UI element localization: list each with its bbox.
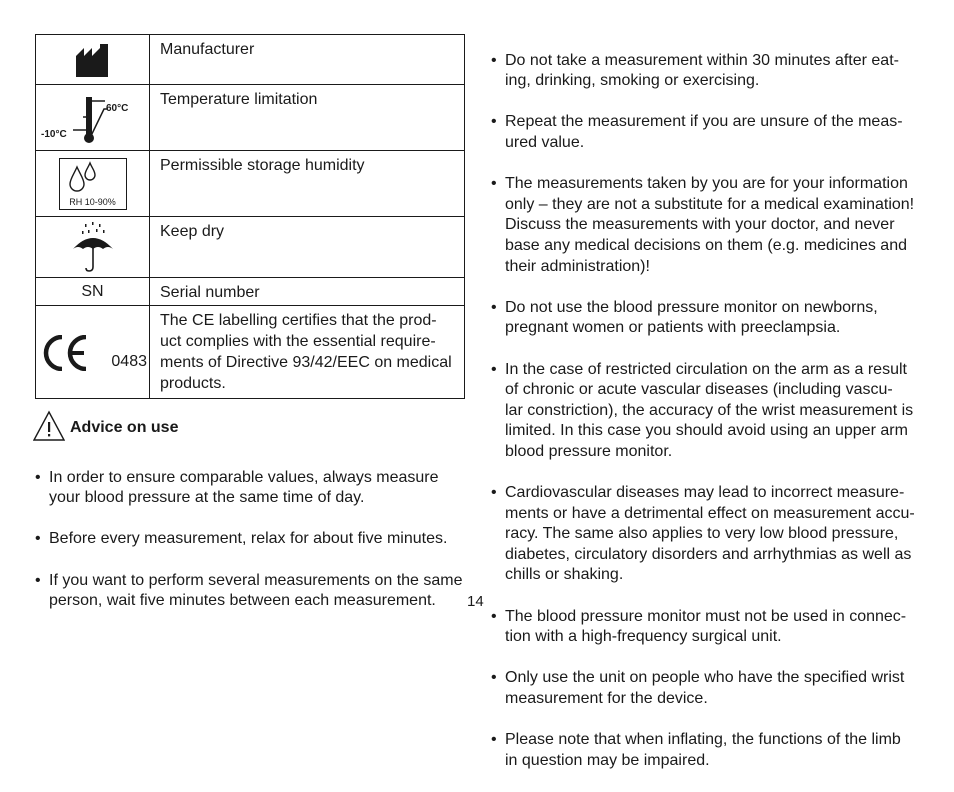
symbol-description: Temperature limitation <box>150 85 465 151</box>
symbol-cell <box>36 35 150 85</box>
list-item: • The blood pressure monitor must not be used in connec- tion with a high-frequency surgical unit. <box>491 607 923 648</box>
symbol-description: Manufacturer <box>150 35 465 85</box>
table-row <box>36 306 465 399</box>
symbol-description: Keep dry <box>150 217 465 278</box>
temperature-max-label: 60°C <box>106 102 129 114</box>
table-row <box>36 85 465 151</box>
symbol-description: Permissible storage humidity <box>150 151 465 217</box>
list-item: • Cardiovascular diseases may lead to incorrect measure- ments or have a detrimental effect on measurement accu- racy. The same also applies to very low blood pressure, diabetes, circulatory disorders and arrhythmias as well as chills or shaking. <box>491 483 923 586</box>
symbol-description: Serial number <box>150 278 465 306</box>
list-item: • In the case of restricted circulation on the arm as a result of chronic or acute vascular diseases (including vascu- lar constriction), the accuracy of the wrist measurement is limited. In this case you should avoid using an upper arm blood pressure monitor. <box>491 360 923 463</box>
symbol-cell <box>36 85 150 151</box>
list-item: • Please note that when inflating, the functions of the limb in question may be impaired. <box>491 730 923 771</box>
advice-list <box>35 447 467 632</box>
list-item: • Do not use the blood pressure monitor on newborns, pregnant women or patients with preeclampsia. <box>491 298 923 339</box>
warning-triangle-icon <box>33 410 65 442</box>
list-item: • Before every measurement, relax for about five minutes. <box>35 529 467 550</box>
advice-title: Advice on use <box>70 419 179 436</box>
page-number: 14 <box>467 593 484 610</box>
temperature-min-label: -10°C <box>41 128 67 140</box>
symbol-cell <box>36 151 150 217</box>
serial-number-symbol: SN <box>36 278 150 306</box>
humidity-drops-icon <box>64 161 104 195</box>
humidity-range-label: RH 10-90% <box>69 196 116 207</box>
symbol-description: The CE labelling certifies that the prod- uct complies with the essential require- ments of Directive 93/42/EEC on medical products. <box>150 306 465 399</box>
list-item: • Only use the unit on people who have the specified wrist measurement for the device. <box>491 668 923 709</box>
list-item: • Do not take a measurement within 30 minutes after eat- ing, drinking, smoking or exercising. <box>491 51 923 92</box>
table-row <box>36 217 465 278</box>
symbol-cell <box>36 217 150 278</box>
ce-mark-icon <box>42 335 92 371</box>
list-item: • The measurements taken by you are for your information only – they are not a substitute for a medical examination! Discuss the measurements with your doctor, and never base any medical decisions on them (e.g. medicines and their administration)! <box>491 174 923 277</box>
umbrella-rain-icon <box>71 221 115 273</box>
list-item: • Repeat the measurement if you are unsure of the meas- ured value. <box>491 112 923 153</box>
symbols-table <box>35 34 465 399</box>
table-row <box>36 151 465 217</box>
list-item: • In order to ensure comparable values, always measure your blood pressure at the same time of day. <box>35 468 467 509</box>
precautions-list <box>491 30 923 792</box>
humidity-symbol <box>59 158 127 210</box>
table-row <box>36 278 465 306</box>
symbol-cell <box>36 306 150 399</box>
manufacturer-icon <box>74 42 112 78</box>
table-row <box>36 35 465 85</box>
list-item: • If you want to perform several measurements on the same person, wait five minutes between each measurement. <box>35 571 467 612</box>
notified-body-number: 0483 <box>111 353 147 370</box>
